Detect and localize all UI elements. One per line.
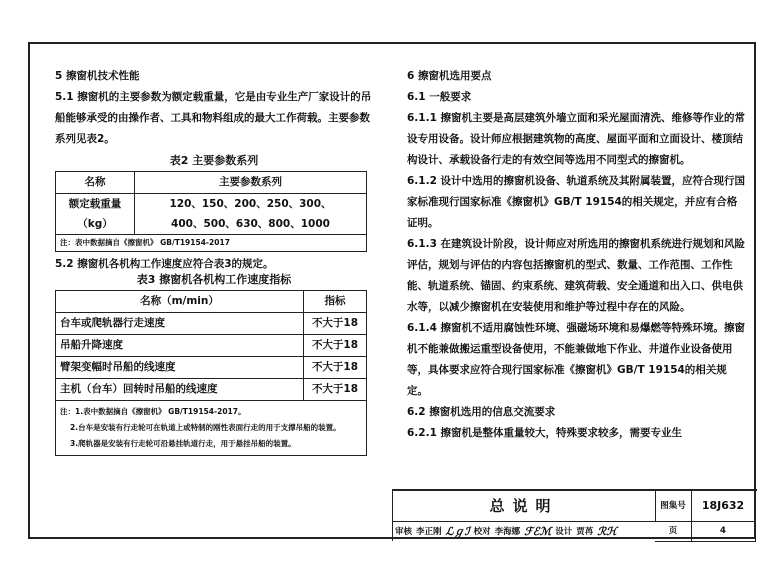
- table3-row-name: 吊船升降速度: [56, 335, 304, 357]
- table2-row-name-line2: （kg）: [77, 218, 113, 230]
- table3-row-value: 不大于18: [304, 357, 367, 379]
- paragraph-6-2-1: 6.2.1 擦窗机是整体重量较大，特殊要求较多，需要专业生: [407, 427, 683, 439]
- table2-values-line1: 120、150、200、250、300、: [169, 198, 332, 210]
- checker-name: 李海娜: [494, 527, 521, 537]
- page-number: 4: [691, 521, 756, 542]
- paragraph-5-2: 5.2 擦窗机各机构工作速度应符合表3的规定。: [55, 258, 274, 270]
- table3-row-value: 不大于18: [304, 379, 367, 401]
- atlas-number-label: 图集号: [655, 491, 692, 522]
- table2-header-name: 名称: [56, 172, 135, 194]
- table3-notes: [56, 401, 367, 456]
- table2-values-line2: 400、500、630、800、1000: [171, 218, 330, 230]
- title-block: [392, 489, 757, 541]
- table3-note-2: 2.台车是安装有行走轮可在轨道上或特制的刚性表面行走的用于支撑吊船的装置。: [70, 423, 341, 432]
- section-6-heading: 6 擦窗机选用要点: [407, 70, 492, 82]
- paragraph-6-1-4: 6.1.4 擦窗机不适用腐蚀性环境、强磁场环境和易爆燃等特殊环境。擦窗机不能兼做搬运重型设备使用，不能兼做地下作业、井道作业设备使用等，具体要求应符合现行国家标准《擦窗机》GB/T 19154的相关规定。: [407, 322, 746, 397]
- review-label: 审核: [395, 527, 413, 537]
- table-row: [56, 379, 367, 401]
- designer-name: 贾苒: [576, 527, 594, 537]
- paragraph-5-1: 5.1 擦窗机的主要参数为额定载重量，它是由专业生产厂家设计的吊船能够承受的由操作者、工具和物料组成的最大工作荷载。主要参数系列见表2。: [55, 91, 372, 145]
- paragraph-6-1-3: 6.1.3 在建筑设计阶段，设计师应对所选用的擦窗机系统进行规划和风险评估，规划与评估的内容包括擦窗机的型式、数量、工作范围、工作性能、轨道系统、锚固、约束系统、建筑荷载、安全通道和出入口、供电供水等，以减少擦窗机在安装使用和维护等过程中存在的风险。: [407, 238, 746, 313]
- drawing-title: 总说明: [393, 491, 656, 522]
- reviewer-name: 李正刚: [416, 527, 442, 537]
- table2-row-name: [56, 194, 135, 235]
- table-2: [55, 171, 367, 252]
- table2-header-series: 主要参数系列: [135, 172, 367, 194]
- table2-note: 注：表中数据摘自《擦窗机》 GB/T19154-2017: [56, 235, 367, 252]
- page-label: 页: [655, 521, 692, 542]
- section-6-2: 6.2 擦窗机选用的信息交流要求: [407, 406, 556, 418]
- reviewer-signature-icon: ℒℊℐ: [445, 525, 470, 538]
- table3-row-name: 主机（台车）回转时吊船的线速度: [56, 379, 304, 401]
- table3-note-3: 3.爬轨器是安装有行走轮可沿悬挂轨道行走，用于悬挂吊船的装置。: [70, 439, 296, 448]
- right-column: [407, 66, 747, 444]
- section-5-heading: 5 擦窗机技术性能: [55, 70, 140, 82]
- signature-row: [393, 521, 655, 541]
- designer-signature-icon: ℛℋ: [597, 524, 617, 538]
- table2-row-values: [135, 194, 367, 235]
- table-3: [55, 290, 367, 456]
- table2-row-name-line1: 额定载重量: [68, 198, 122, 210]
- table3-caption: 表3 擦窗机各机构工作速度指标: [136, 273, 292, 286]
- atlas-number: 18J632: [691, 491, 756, 522]
- table3-header-name: 名称（m/min）: [56, 291, 304, 313]
- paragraph-6-1-1: 6.1.1 擦窗机主要是高层建筑外墙立面和采光屋面清洗、维修等作业的常设专用设备。设计师应根据建筑物的高度、屋面平面和立面设计、楼顶结构设计、承载设备行走的有效空间等选用不同型式的擦窗机。: [407, 112, 746, 166]
- check-label: 校对: [473, 527, 491, 537]
- section-6-1: 6.1 一般要求: [407, 91, 472, 103]
- table3-row-value: 不大于18: [304, 335, 367, 357]
- table3-note-1: 注：1.表中数据摘自《擦窗机》 GB/T19154-2017。: [60, 407, 246, 416]
- design-label: 设计: [555, 527, 573, 537]
- table3-row-value: 不大于18: [304, 313, 367, 335]
- left-column: [55, 66, 373, 456]
- paragraph-6-1-2: 6.1.2 设计中选用的擦窗机设备、轨道系统及其附属装置，应符合现行国家标准现行国家标准《擦窗机》GB/T 19154的相关规定，并应有合格证明。: [407, 175, 746, 229]
- table-row: [56, 313, 367, 335]
- table3-row-name: 台车或爬轨器行走速度: [56, 313, 304, 335]
- table3-row-name: 臂架变幅时吊船的线速度: [56, 357, 304, 379]
- table-row: [56, 335, 367, 357]
- table-row: [56, 357, 367, 379]
- table2-caption: 表2 主要参数系列: [169, 154, 259, 167]
- table3-header-value: 指标: [304, 291, 367, 313]
- checker-signature-icon: ℱℰℳ: [524, 524, 552, 538]
